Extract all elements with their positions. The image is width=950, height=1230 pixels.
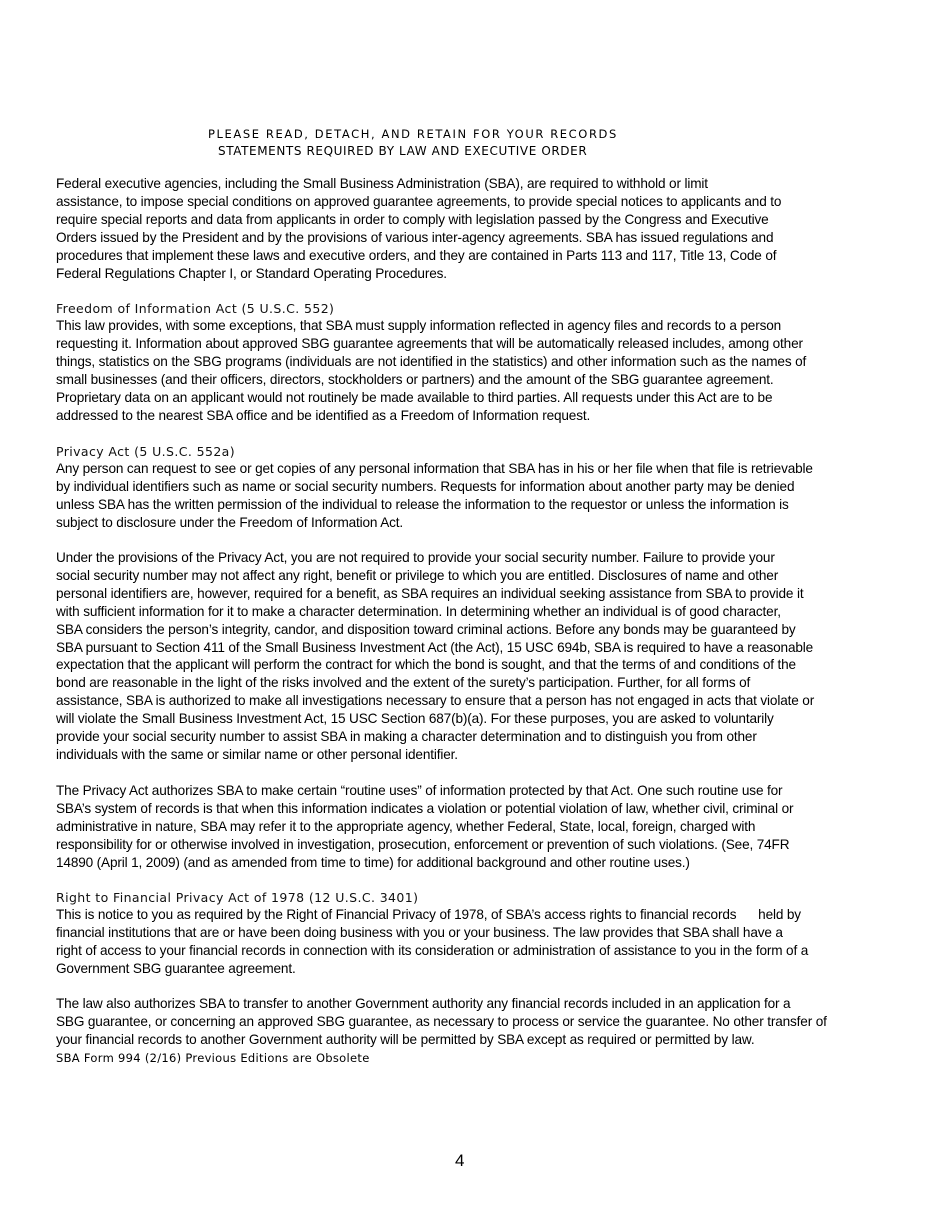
privacy-line: SBA’s system of records is that when this information indicates a violation or potential violation of law, whether civil, criminal or [56,800,794,816]
privacy-paragraph-1 [56,460,874,532]
rfpa-paragraph-2 [56,995,874,1049]
foia-line: requesting it. Information about approved SBG guarantee agreements that will be automatically released includes, among other [56,335,803,351]
intro-line: Federal Regulations Chapter I, or Standard Operating Procedures. [56,265,447,281]
privacy-act-heading: Privacy Act (5 U.S.C. 552a) [56,444,236,459]
form-identifier: SBA Form 994 (2/16) Previous Editions are Obsolete [56,1051,370,1065]
privacy-line: responsibility for or otherwise involved in investigation, prosecution, enforcement or prevention of such violations. (See, 74FR [56,836,790,852]
rfpa-line: Government SBG guarantee agreement. [56,960,296,976]
privacy-line: SBA pursuant to Section 411 of the Small Business Investment Act (the Act), 15 USC 694b, SBA is required to have a reasonable [56,639,814,655]
intro-line: Federal executive agencies, including the Small Business Administration (SBA), are required to withhold or limit [56,176,708,191]
privacy-line: unless SBA has the written permission of the individual to release the information to the requestor or unless the information is [56,496,789,512]
rfpa-heading: Right to Financial Privacy Act of 1978 (12 U.S.C. 3401) [56,890,419,905]
foia-line: small businesses (and their officers, directors, stockholders or partners) and the amount of the SBG guarantee agreement. [56,371,774,387]
privacy-line: The Privacy Act authorizes SBA to make certain “routine uses” of information protected by that Act. One such routine use for [56,783,783,798]
foia-line: This law provides, with some exceptions, that SBA must supply information reflected in agency files and records to a person [56,318,782,333]
rfpa-line: This is notice to you as required by the Right of Financial Privacy of 1978, of SBA’s access rights to financial records held by [56,907,801,922]
intro-line: assistance, to impose special conditions on approved guarantee agreements, to provide special notices to applicants and to [56,193,782,209]
foia-line: Proprietary data on an applicant would not routinely be made available to third parties. All requests under this Act are to be [56,389,773,405]
privacy-line: personal identifiers are, however, required for a benefit, as SBA requires an individual seeking assistance from SBA to provide it [56,585,804,601]
privacy-line: subject to disclosure under the Freedom of Information Act. [56,514,404,530]
foia-heading: Freedom of Information Act (5 U.S.C. 552) [56,301,335,316]
privacy-line: individuals with the same or similar name or other personal identifier. [56,746,458,762]
privacy-line: will violate the Small Business Investment Act, 15 USC Section 687(b)(a). For these purposes, you are asked to voluntarily [56,711,774,727]
rfpa-line: SBG guarantee, or concerning an approved SBG guarantee, as necessary to process or service the guarantee. No other transfer of [56,1013,827,1029]
privacy-line: bond are reasonable in the light of the risks involved and the extent of the surety’s participation. Further, for all forms of [56,675,751,691]
intro-line: Orders issued by the President and by the provisions of various inter-agency agreements. SBA has issued regulations and [56,229,774,245]
rfpa-line: financial institutions that are or have been doing business with you or your business. The law provides that SBA shall have a [56,924,783,940]
privacy-line: SBA considers the person’s integrity, candor, and disposition toward criminal actions. Before any bonds may be guaranteed by [56,621,796,637]
privacy-line: provide your social security number to assist SBA in making a character determination and to distinguish you from other [56,729,757,745]
header-retain-notice: PLEASE READ, DETACH, AND RETAIN FOR YOUR RECORDS [208,127,618,141]
privacy-line: Any person can request to see or get copies of any personal information that SBA has in his or her file when that file is retrievable [56,461,813,476]
rfpa-paragraph-1 [56,906,874,978]
page-number: 4 [455,1151,465,1170]
intro-line: require special reports and data from applicants in order to comply with legislation passed by the Congress and Executive [56,211,769,227]
privacy-line: by individual identifiers such as name or social security numbers. Requests for information about another party may be denied [56,478,795,494]
privacy-paragraph-2 [56,549,874,764]
privacy-paragraph-3 [56,782,874,872]
privacy-line: Under the provisions of the Privacy Act, you are not required to provide your social security number. Failure to provide your [56,550,775,565]
privacy-line: assistance, SBA is authorized to make all investigations necessary to ensure that a person has not engaged in acts that violate or [56,693,815,709]
privacy-line: administrative in nature, SBA may refer it to the appropriate agency, whether Federal, State, local, foreign, charged with [56,818,756,834]
foia-line: addressed to the nearest SBA office and be identified as a Freedom of Information request. [56,407,591,423]
rfpa-line: your financial records to another Government authority will be permitted by SBA except as required or permitted by law. [56,1031,755,1047]
privacy-line: social security number may not affect any right, benefit or privilege to which you are entitled. Disclosures of name and other [56,567,779,583]
foia-paragraph [56,317,874,424]
privacy-line: with sufficient information for it to make a character determination. In determining whether an individual is of good character, [56,603,781,619]
rfpa-line: The law also authorizes SBA to transfer to another Government authority any financial records included in an application for a [56,996,791,1011]
privacy-line: expectation that the applicant will perform the contract for which the bond is sought, and that the terms of and conditions of the [56,657,796,673]
foia-line: things, statistics on the SBG programs (individuals are not identified in the statistics) and other information such as the names of [56,353,807,369]
privacy-line: 14890 (April 1, 2009) (and as amended from time to time) for additional background and other routine uses.) [56,854,690,870]
intro-line: procedures that implement these laws and executive orders, and they are contained in Parts 113 and 117, Title 13, Code of [56,247,777,263]
header-statements-title: STATEMENTS REQUIRED BY LAW AND EXECUTIVE ORDER [218,144,588,158]
rfpa-line: right of access to your financial records in connection with its consideration or administration of assistance to you in the form of a [56,942,809,958]
intro-paragraph [56,175,874,282]
